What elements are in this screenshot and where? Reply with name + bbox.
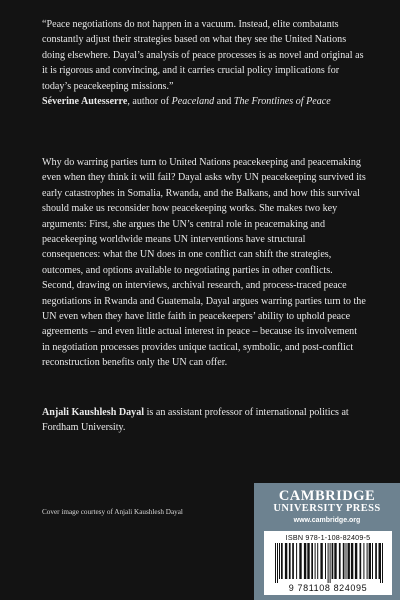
quote-book-2: The Frontlines of Peace: [233, 96, 331, 108]
barcode-bar: [307, 543, 309, 579]
barcode-bar: [299, 543, 301, 579]
barcode-bar: [277, 543, 278, 583]
barcode-bar: [285, 543, 287, 579]
quote-book-1: Peaceland: [171, 96, 215, 108]
quote-text: “Peace negotiations do not happen in a vacuum. Instead, elite combatants constantly adjust their strategies based on what they see the United Nations doing elsewhere. Dayal’s analysis of peace processes is as novel and original as it is rigorous and convincing, and it carries crucial policy implications for today’s peacekeeping missions.”: [42, 19, 364, 92]
barcode-bar: [292, 543, 294, 579]
barcode-bar: [328, 543, 329, 583]
barcode-bar: [372, 543, 373, 579]
barcode-bar: [339, 543, 341, 579]
barcode-bar: [375, 543, 377, 579]
barcode-bar: [320, 543, 322, 579]
barcode-bar: [296, 543, 297, 579]
barcode-bar: [367, 543, 368, 579]
quote-conjunction: and: [214, 96, 234, 108]
cover-image-credit: Cover image courtesy of Anjali Kaushlesh Dayal: [42, 508, 183, 516]
publisher-name: CAMBRIDGE: [278, 488, 376, 504]
endorsement-quote: [42, 17, 366, 109]
publisher-box: [254, 483, 400, 600]
author-bio: [42, 405, 366, 436]
barcode-bar: [346, 543, 347, 579]
author-bio-name: Anjali Kaushlesh Dayal: [42, 407, 145, 418]
barcode-icon: [267, 543, 389, 593]
barcode-bar: [289, 543, 291, 579]
barcode-bar: [304, 543, 306, 579]
barcode-bar: [351, 543, 353, 579]
quote-attribution: [42, 94, 366, 109]
barcode-bar: [382, 543, 383, 583]
barcode-bar: [355, 543, 357, 579]
publisher-url: www.cambridge.org: [293, 517, 361, 524]
barcode-bar: [325, 543, 326, 579]
barcode-bar: [275, 543, 276, 583]
quote-author-suffix: , author of: [127, 96, 172, 108]
barcode-bar: [332, 543, 334, 579]
isbn-label: ISBN 978-1-108-82409-5: [285, 533, 371, 542]
barcode-bar: [348, 543, 350, 579]
barcode-bar: [380, 543, 381, 583]
quote-author: Séverine Autesserre: [42, 96, 128, 108]
barcode-bar: [279, 543, 280, 579]
barcode-bar: [334, 543, 336, 579]
barcode-bar: [330, 543, 331, 583]
barcode-panel: [264, 531, 392, 595]
author-bio-text: is an assistant professor of international politics at Fordham University.: [42, 407, 349, 434]
barcode-bar: [363, 543, 364, 579]
book-description: Why do warring parties turn to United Nations peacekeeping and peacemaking even when they think it will fail? Dayal asks why UN peacekeeping survived its early catastrophes in Somalia, Rwanda, and the Balkans, and how this survival should make us reconsider how peacekeeping works. She makes two key arguments: First, she argues the UN’s central role in peacemaking and peacekeeping worldwide means UN interventions have structural consequences: what the UN does in one conflict can shift the strategies, outcomes, and options available to negotiating parties in other conflicts. Second, drawing on interviews, archival research, and process-traced peace negotiations in Rwanda and Guatemala, Dayal argues warring parties turn to the UN even when they have little faith in peacekeepers’ ability to uphold peace agreements – and even little actual interest in peace – because its involvement in negotiation processes provides unique tactical, symbolic, and post-conflict reconstruction benefits only the UN can offer.: [42, 157, 366, 369]
barcode-bar: [343, 543, 345, 579]
barcode-digits: 9 781108 824095: [288, 583, 368, 593]
publisher-subtitle: UNIVERSITY PRESS: [273, 503, 381, 514]
barcode-bar: [369, 543, 371, 579]
barcode-bar: [360, 543, 362, 579]
barcode-bar: [281, 543, 283, 579]
barcode-bar: [311, 543, 313, 579]
barcode-bar: [315, 543, 316, 579]
barcode-bar: [317, 543, 318, 579]
